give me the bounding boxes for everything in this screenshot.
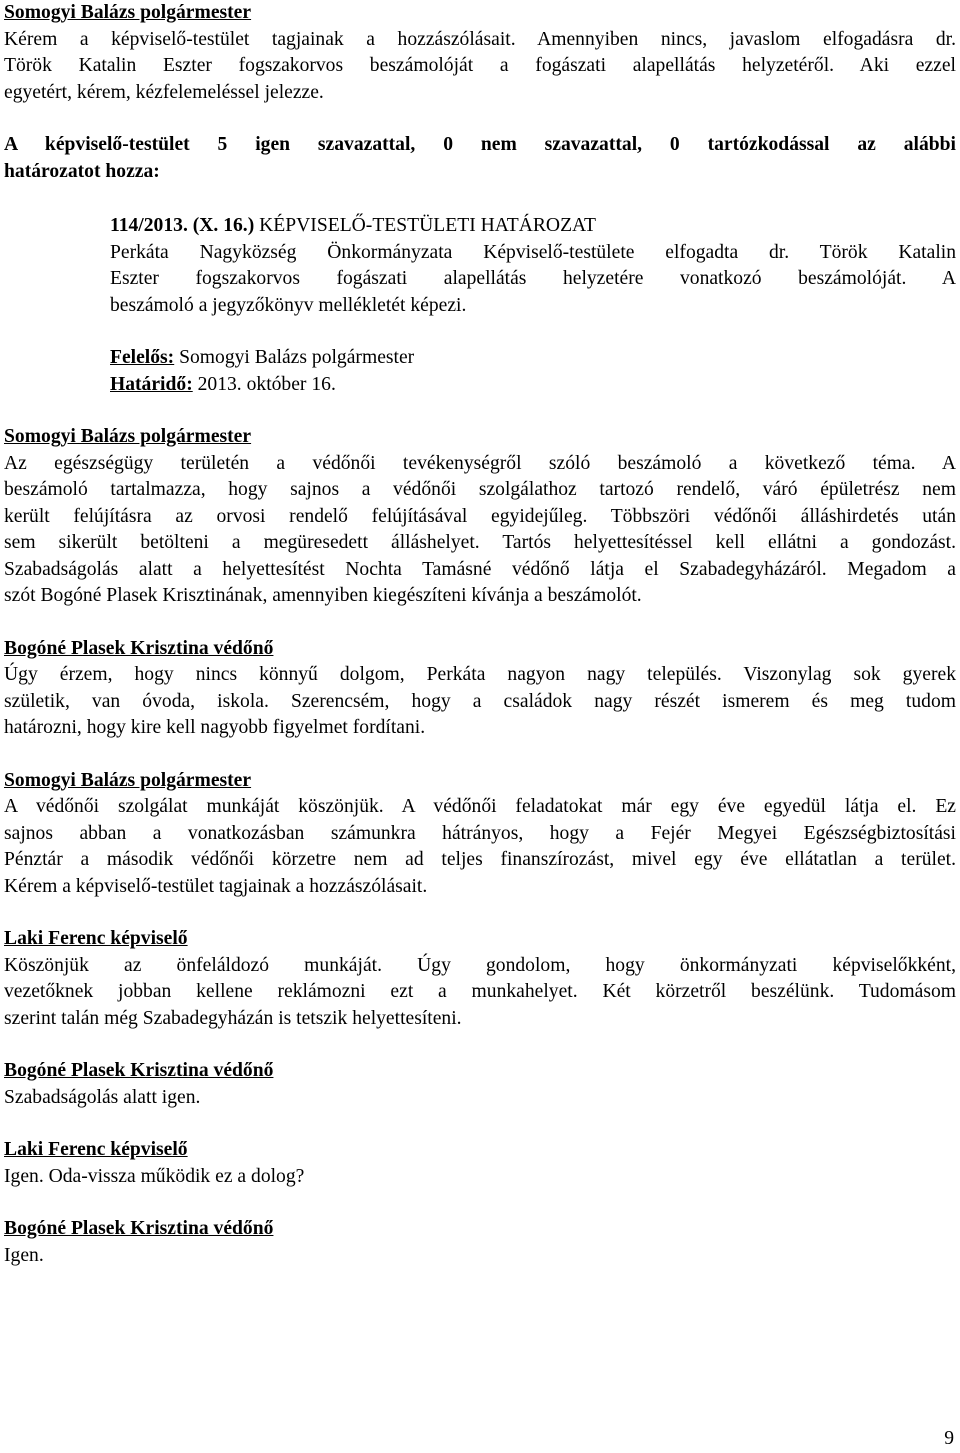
speaker-name: Somogyi Balázs polgármester [4, 426, 252, 447]
vote-line: határozatot hozza: [4, 160, 160, 182]
resolution-heading [110, 213, 956, 240]
speech-line: Köszönjük az önfeláldozó munkáját. Úgy gondolom, hogy önkormányzati képviselőkként, [4, 954, 956, 976]
speech-line: Szabadságolás alatt a helyettesítést Nochta Tamásné védőnő látja el Szabadegyházáról. Megadom a [4, 558, 956, 580]
responsible-label: Felelős: [110, 347, 175, 368]
deadline-line [110, 372, 956, 399]
speech-line: Kérem a képviselő-testület tagjainak a hozzászólásait. [4, 875, 428, 897]
vote-statement [4, 132, 956, 185]
resolution-number: 114/2013. (X. 16.) [110, 215, 255, 236]
document-page [4, 0, 956, 1269]
speech-line: szót Bogóné Plasek Krisztinának, amennyiben kiegészíteni kívánja a beszámolót. [4, 585, 642, 606]
speech-block [4, 926, 956, 1032]
resolution-title: KÉPVISELŐ-TESTÜLETI HATÁROZAT [254, 215, 596, 236]
speech-line: Kérem a képviselő-testület tagjainak a hozzászólásait. Amennyiben nincs, javaslom elfogadásra dr. [4, 28, 956, 50]
speech-block [4, 636, 956, 742]
vote-line: A képviselő-testület 5 igen szavazattal, 0 nem szavazattal, 0 tartózkodással az alábbi [4, 134, 956, 155]
speech-block [4, 1216, 956, 1269]
speech-line: sajnos abban a vonatkozásban számunkra hátrányos, hogy a Fejér Megyei Egészségbiztosítási [4, 822, 956, 844]
speaker-name: Somogyi Balázs polgármester [4, 769, 252, 791]
speech-line: Úgy érzem, hogy nincs könnyű dolgom, Perkáta nagyon nagy település. Viszonylag sok gyerek [4, 664, 956, 685]
speech-block [4, 424, 956, 610]
speaker-name: Somogyi Balázs polgármester [4, 2, 252, 23]
resolution-line: Perkáta Nagyközség Önkormányzata Képviselő-testülete elfogadta dr. Török Katalin [110, 241, 956, 263]
speech-block [4, 1137, 956, 1190]
speech-line: Szabadságolás alatt igen. [4, 1086, 201, 1108]
resolution-line: beszámoló a jegyzőkönyv mellékletét képezi. [110, 294, 467, 316]
speaker-name: Laki Ferenc képviselő [4, 1139, 188, 1160]
deadline-value: 2013. október 16. [192, 373, 336, 395]
speaker-name: Bogóné Plasek Krisztina védőnő [4, 1218, 274, 1239]
resolution-block [110, 213, 956, 398]
speaker-name: Laki Ferenc képviselő [4, 928, 188, 949]
deadline-label: Határidő: [110, 373, 193, 395]
speech-line: szerint talán még Szabadegyházán is tetszik helyettesíteni. [4, 1007, 462, 1029]
speech-line: Pénztár a második védőnői körzetre nem ad teljes finanszírozást, mivel egy éve ellátatlan a terület. [4, 849, 956, 870]
speech-line: Igen. Oda-vissza működik ez a dolog? [4, 1165, 305, 1187]
speech-line: határozni, hogy kire kell nagyobb figyelmet fordítani. [4, 717, 426, 738]
responsible-value: Somogyi Balázs polgármester [174, 347, 415, 368]
speech-line: A védőnői szolgálat munkáját köszönjük. A védőnői feladatokat már egy éve egyedül látja el. Ez [4, 796, 956, 817]
page-number: 9 [944, 1428, 954, 1449]
speech-line: vezetőknek jobban kellene reklámozni ezt a munkahelyet. Két körzetről beszélünk. Tudomásom [4, 981, 956, 1002]
resolution-line: Eszter fogszakorvos fogászati alapellátás helyzetére vonatkozó beszámolóját. A [110, 268, 956, 289]
speech-block [4, 768, 956, 901]
speech-line: Török Katalin Eszter fogszakorvos beszámolóját a fogászati alapellátás helyzetéről. Aki ezzel [4, 55, 956, 76]
speech-line: Az egészségügy területén a védőnői tevékenységről szóló beszámoló a következő téma. A [4, 452, 956, 474]
speech-line: sem sikerült betölteni a megüresedett álláshelyet. Tartós helyettesítéssel kell ellátni a gondozást. [4, 532, 956, 553]
speech-line: Igen. [4, 1244, 44, 1266]
speech-block [4, 0, 956, 106]
speech-line: születik, van óvoda, iskola. Szerencsém, hogy a családok nagy részét ismerem és meg tudom [4, 690, 956, 712]
speech-line: került felújításra az orvosi rendelő felújításával egyidejűleg. Többszöri védőnői álláshirdetés után [4, 505, 956, 527]
responsible-line [110, 345, 956, 372]
speech-line: beszámoló tartalmazza, hogy sajnos a védőnői szolgálathoz tartozó rendelő, váró épületrész nem [4, 479, 956, 500]
speaker-name: Bogóné Plasek Krisztina védőnő [4, 1060, 274, 1081]
speaker-name: Bogóné Plasek Krisztina védőnő [4, 637, 274, 659]
speech-line: egyetért, kérem, kézfelemeléssel jelezze. [4, 81, 324, 103]
speech-block [4, 1058, 956, 1111]
